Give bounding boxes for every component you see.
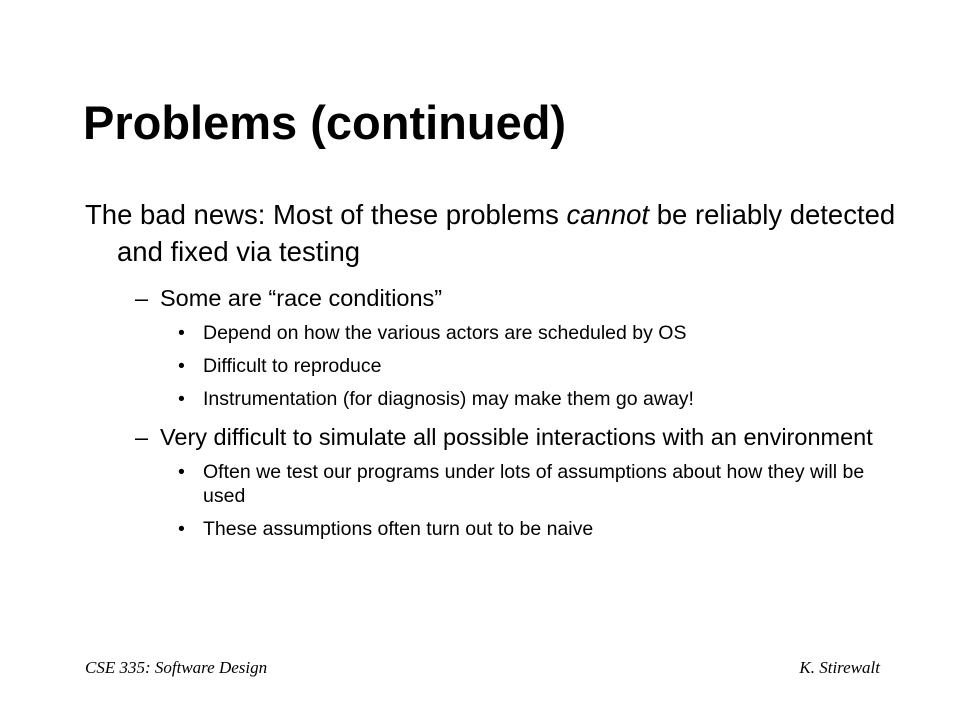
slide-body [85,196,905,550]
dash-marker: – [135,285,149,311]
bullet-marker: • [178,355,185,377]
dash-marker: – [135,424,149,450]
subpoint-scheduling [85,321,905,345]
subpoint-instrumentation [85,387,905,411]
intro-emphasis: cannot [566,199,650,230]
bullet-marker: • [178,388,185,410]
point-text: Very difficult to simulate all possible interactions with an environment [160,424,873,450]
footer-course: CSE 335: Software Design [85,658,268,677]
subpoint-text: Often we test our programs under lots of assumptions about how they will be used [203,461,865,507]
intro-rest: be reliably detected and fixed via testing [117,199,896,267]
subpoint-text: Depend on how the various actors are scheduled by OS [203,322,687,344]
subpoint-text: Difficult to reproduce [203,355,382,377]
slide-title: Problems (continued) [83,96,567,149]
bullet-marker: • [178,518,185,540]
bullet-marker: • [178,461,185,483]
subpoint-naive [85,517,905,541]
subpoint-text: Instrumentation (for diagnosis) may make them go away! [203,388,694,410]
point-simulate-interactions [85,422,905,452]
intro-point [85,196,905,270]
footer-author: K. Stirewalt [799,658,880,677]
intro-lead: The bad news: Most of these problems [85,199,567,230]
subpoint-assumptions [85,460,905,508]
subpoint-text: These assumptions often turn out to be naive [203,518,594,540]
subpoint-reproduce [85,354,905,378]
point-text: Some are “race conditions” [160,285,443,311]
point-race-conditions [85,283,905,313]
bullet-marker: • [178,322,185,344]
